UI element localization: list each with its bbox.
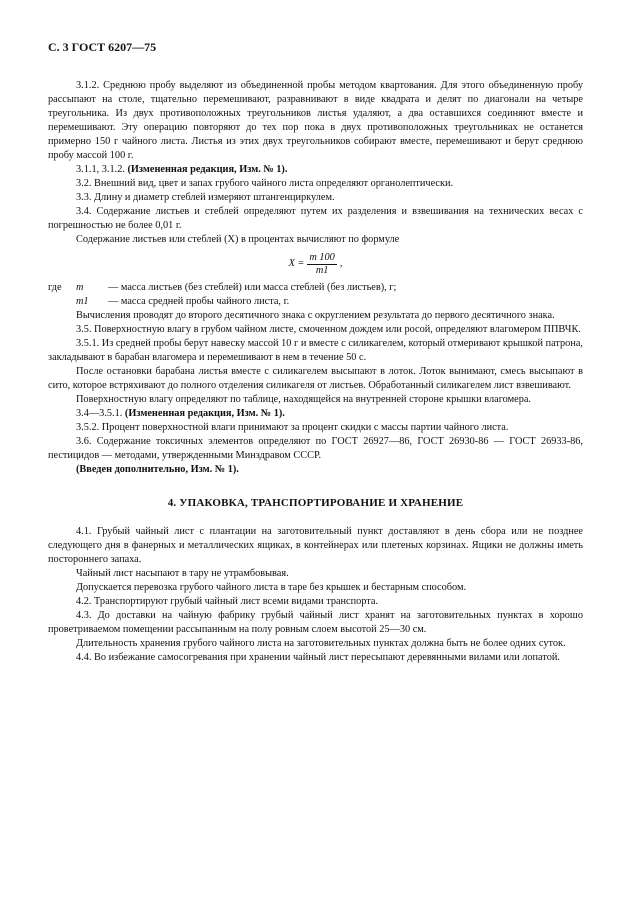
document-page xyxy=(48,40,583,665)
amendment-note: 3.1.1, 3.1.2. (Измененная редакция, Изм. № 1). xyxy=(76,164,288,175)
formula xyxy=(48,249,583,279)
formula-tail: , xyxy=(339,258,343,269)
paragraph: Поверхностную влагу определяют по таблице, находящейся на внутренней стороне крышки влагомера. xyxy=(76,394,531,405)
paragraph: 4.2. Транспортируют грубый чайный лист всеми видами транспорта. xyxy=(76,596,379,607)
formula-fraction xyxy=(307,252,336,277)
paragraph: После остановки барабана листья вместе с силикагелем высыпают в лоток. Лоток вынимают, смесь высыпают в сито, которое встряхивают до полного отделения силикагеля от листьев. Обработанный силикагелем лист взвешивают. xyxy=(48,366,583,391)
amendment-note: (Введен дополнительно, Изм. № 1). xyxy=(76,464,239,475)
formula-numerator: m 100 xyxy=(309,251,335,263)
formula-lhs: X = xyxy=(288,258,305,269)
paragraph: 3.4. Содержание листьев и стеблей определяют путем их разделения и взвешивания на технических весах с погрешностью не более 0,01 г. xyxy=(48,206,583,231)
paragraph: Длительность хранения грубого чайного листа на заготовительных пунктах должна быть не более одних суток. xyxy=(76,638,566,649)
paragraph: 3.5.1. Из средней пробы берут навеску массой 10 г и вместе с силикагелем, который отмеривают крышкой патрона, закладывают в барабан влагомера и перемешивают в нем в течение 50 с. xyxy=(48,338,583,363)
paragraph: 3.6. Содержание токсичных элементов определяют по ГОСТ 26927—86, ГОСТ 26930-86 — ГОСТ 26933-86, пестицидов — методами, утвержденными Минздравом СССР. xyxy=(48,436,583,461)
paragraph: 3.1.2. Среднюю пробу выделяют из объединенной пробы методом квартования. Для этого объединенную пробу рассыпают на столе, тщательно перемешивают, разравнивают в виде квадрата и делят по диагонали на четыре треугольника. Из двух противоположных треугольников листья удаляют, а два оставшихся соединяют вместе и перемешивают. Эту операцию повторяют до тех пор пока в двух противоположных треугольниках не останется примерно 150 г чайного листа. Листья из этих двух треугольников собирают вместе, перемешивают и берут среднюю пробу массой 100 г. xyxy=(48,80,583,161)
section-4-text xyxy=(48,525,583,665)
section-3-text xyxy=(48,79,583,477)
formula-denominator: m1 xyxy=(315,264,329,276)
paragraph: 3.5. Поверхностную влагу в грубом чайном листе, смоченном дождем или росой, определяют влагомером ППВЧК. xyxy=(76,324,581,335)
paragraph: 3.2. Внешний вид, цвет и запах грубого чайного листа определяют органолептически. xyxy=(76,178,454,189)
paragraph: Содержание листьев или стеблей (X) в процентах вычисляют по формуле xyxy=(76,234,400,245)
paragraph: Допускается перевозка грубого чайного листа в таре без крышек и бестарным способом. xyxy=(76,582,467,593)
paragraph: 4.4. Во избежание самосогревания при хранении чайный лист пересыпают деревянными вилами или лопатой. xyxy=(76,652,560,663)
section-title: 4. УПАКОВКА, ТРАНСПОРТИРОВАНИЕ И ХРАНЕНИЕ xyxy=(167,497,464,509)
variable-definition: где m — масса листьев (без стеблей) или масса стеблей (без листьев), г; xyxy=(48,282,397,293)
paragraph: Чайный лист насыпают в тару не утрамбовывая. xyxy=(76,568,289,579)
paragraph: Вычисления проводят до второго десятичного знака с округлением результата до первого десятичного знака. xyxy=(76,310,555,321)
paragraph: 4.1. Грубый чайный лист с плантации на заготовительный пункт доставляют в день сбора или не позднее следующего дня в фанерных и металлических ящиках, в контейнерах или плетеных корзинах. Ящики не должны иметь постороннего запаха. xyxy=(48,526,583,565)
paragraph: 4.3. До доставки на чайную фабрику грубый чайный лист хранят на заготовительных пунктах в хорошо проветриваемом помещении рассыпанным на полу ровным слоем высотой 25—30 см. xyxy=(48,610,583,635)
variable-definition: m1 — масса средней пробы чайного листа, г. xyxy=(76,296,290,307)
page-header: С. 3 ГОСТ 6207—75 xyxy=(48,40,157,54)
paragraph: 3.3. Длину и диаметр стеблей измеряют штангенциркулем. xyxy=(76,192,335,203)
amendment-note: 3.4—3.5.1. (Измененная редакция, Изм. № 1). xyxy=(76,408,285,419)
paragraph: 3.5.2. Процент поверхностной влаги принимают за процент скидки с массы партии чайного листа. xyxy=(76,422,509,433)
